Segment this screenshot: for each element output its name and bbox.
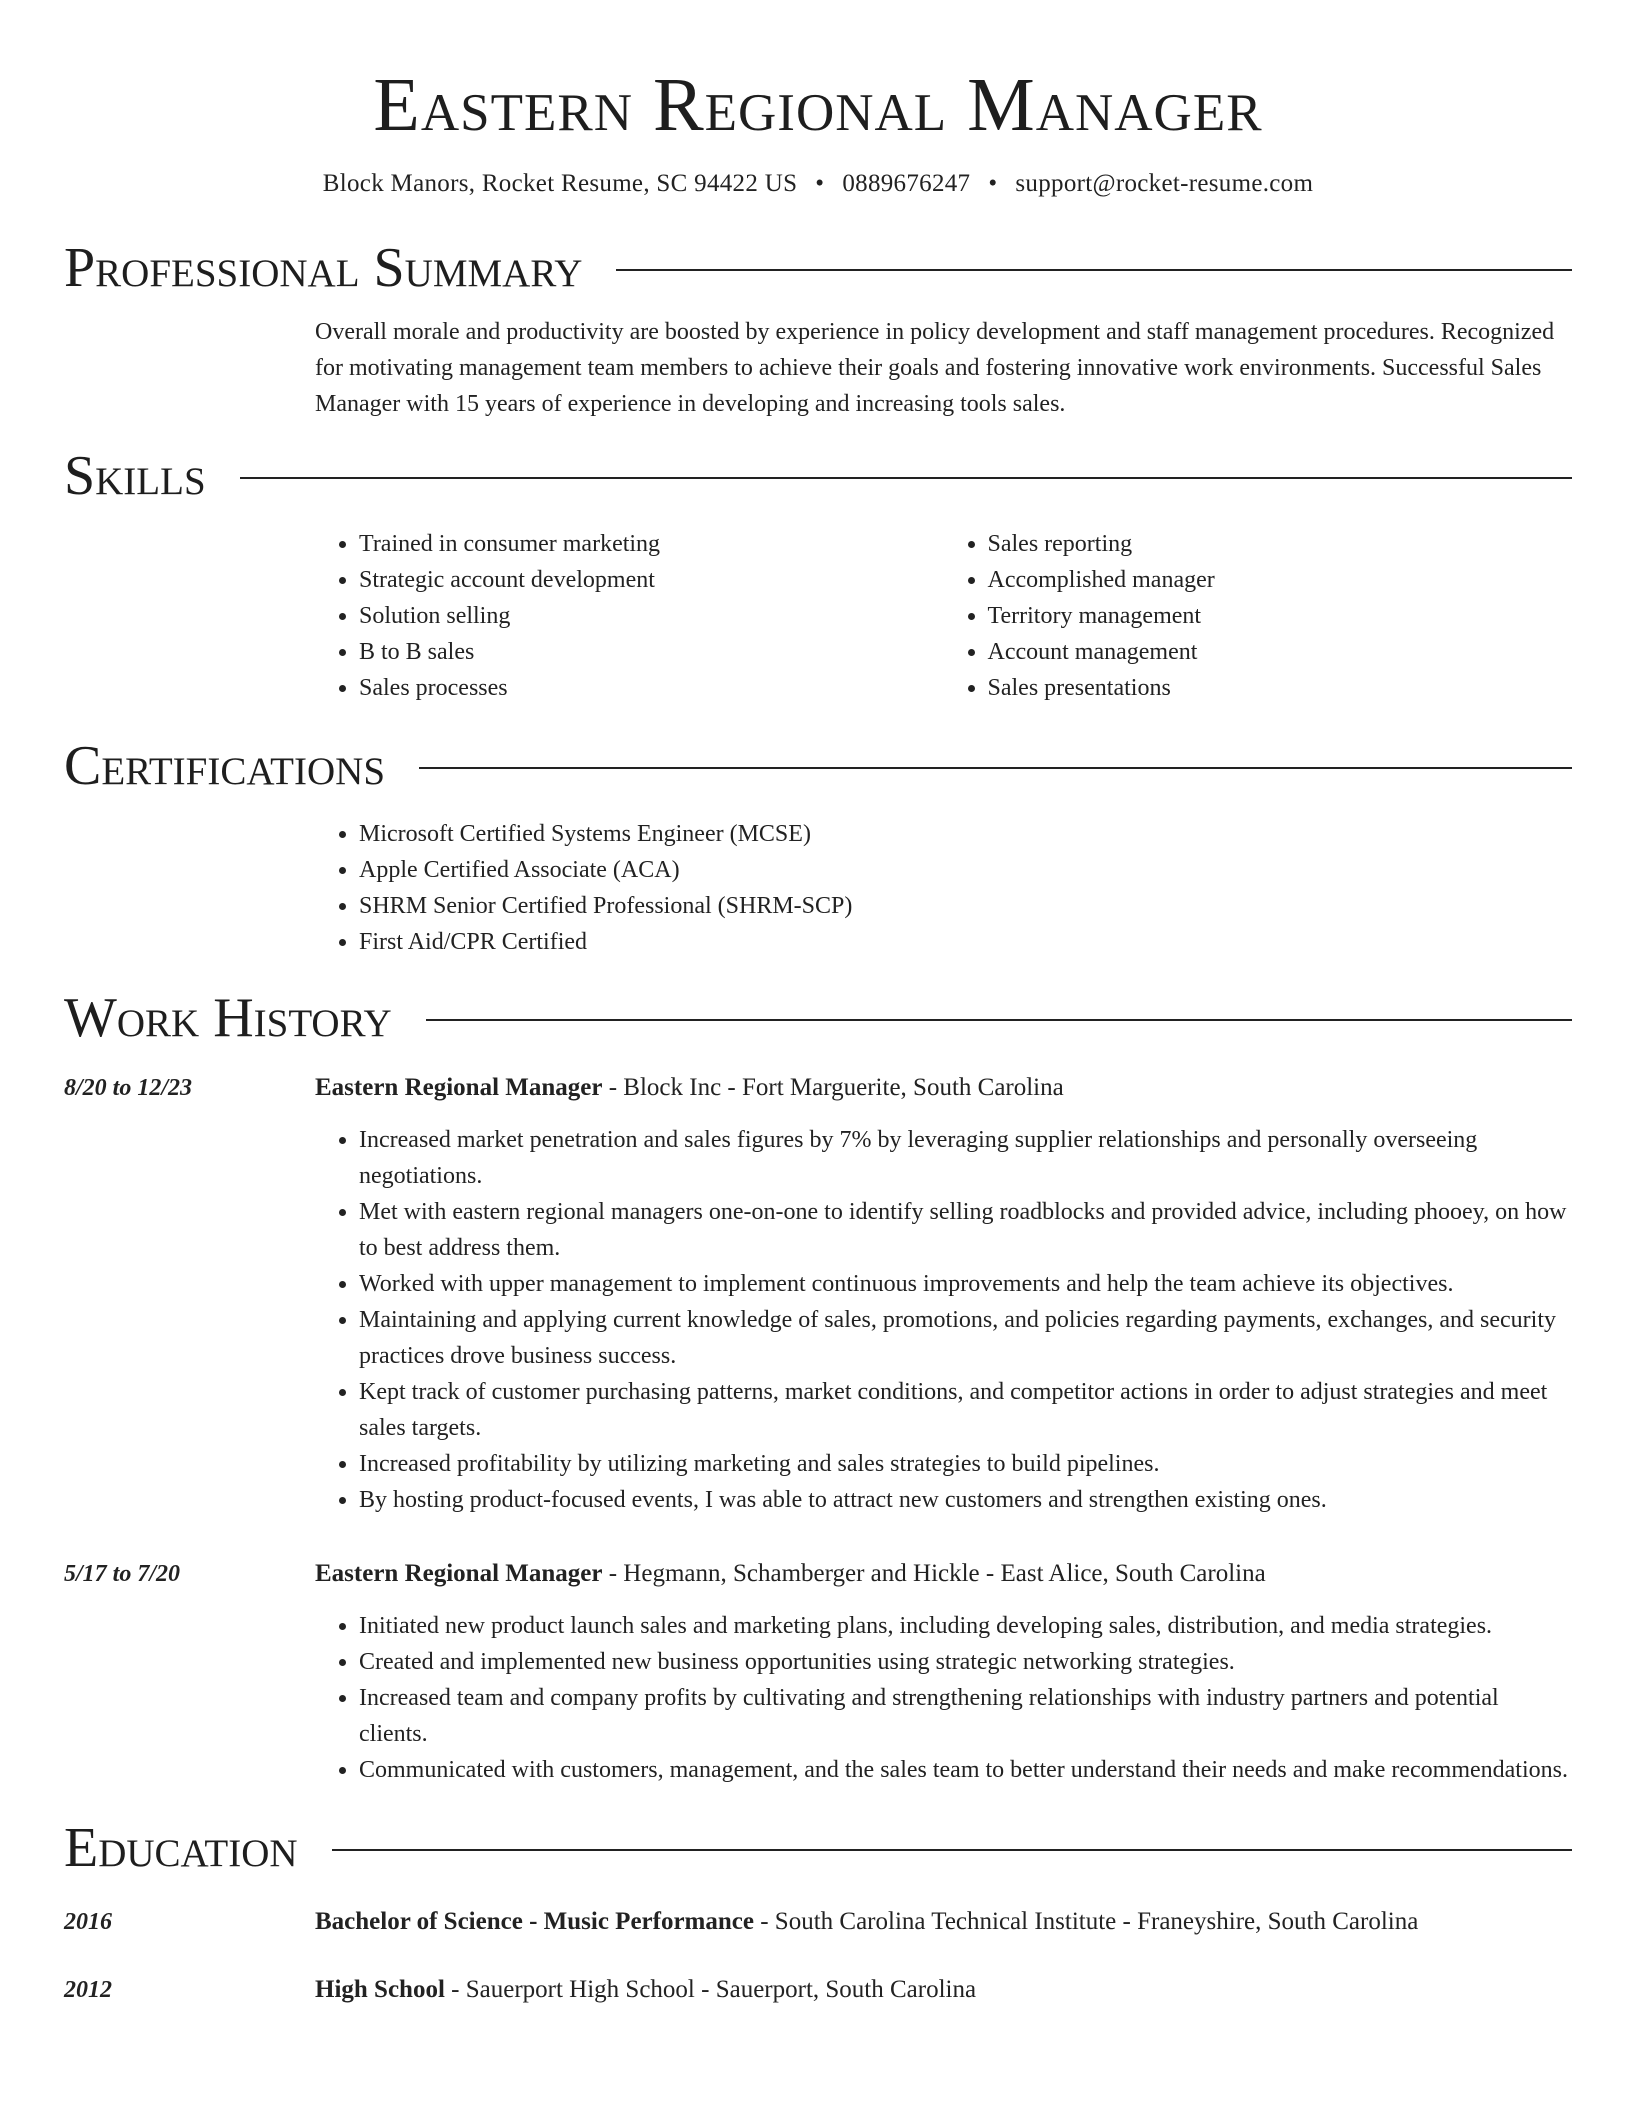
job-details xyxy=(315,1070,1572,1518)
certification-item: • Apple Certified Associate (ACA) xyxy=(359,852,1572,888)
job-company: - Block Inc - Fort Marguerite, South Carolina xyxy=(602,1074,1064,1101)
education-entry xyxy=(64,1972,1572,2008)
candidate-name: Eastern Regional Manager xyxy=(373,63,1263,147)
section-header xyxy=(64,444,1572,508)
section-header xyxy=(64,734,1572,798)
section-title: Professional Summary xyxy=(64,237,583,299)
skills-section xyxy=(64,444,1572,706)
job-title-line xyxy=(315,1070,1572,1106)
job-bullet: • Initiated new product launch sales and marketing plans, including developing sales, distribution, and media strategies. xyxy=(359,1608,1572,1644)
resume-header xyxy=(64,0,1572,198)
certifications-list xyxy=(315,816,1572,960)
job-bullet: • By hosting product-focused events, I was able to attract new customers and strengthen existing ones. xyxy=(359,1482,1572,1518)
job-bullet: • Increased team and company profits by cultivating and strengthening relationships with industry partners and potential clients. xyxy=(359,1680,1572,1752)
job-bullets xyxy=(315,1608,1572,1788)
job-title-line xyxy=(315,1556,1572,1592)
section-header xyxy=(64,986,1572,1050)
summary-section xyxy=(64,236,1572,422)
job-bullets xyxy=(315,1122,1572,1518)
education-year: 2016 xyxy=(64,1909,112,1935)
section-title: Skills xyxy=(64,445,206,507)
certifications-section xyxy=(64,734,1572,960)
education-entry xyxy=(64,1904,1572,1940)
certification-item: • Microsoft Certified Systems Engineer (MCSE) xyxy=(359,816,1572,852)
job-bullet: • Increased profitability by utilizing marketing and sales strategies to build pipelines. xyxy=(359,1446,1572,1482)
skills-list-left xyxy=(315,526,944,706)
skill-item: • Trained in consumer marketing xyxy=(359,526,944,562)
section-title: Certifications xyxy=(64,735,386,797)
section-header xyxy=(64,1816,1572,1880)
skill-item: • B to B sales xyxy=(359,634,944,670)
skill-item: • Sales processes xyxy=(359,670,944,706)
job-bullet: • Increased market penetration and sales figures by 7% by leveraging supplier relationships and personally overseeing negotiations. xyxy=(359,1122,1572,1194)
summary-body xyxy=(315,300,1572,422)
section-title: Education xyxy=(64,1817,298,1879)
job-bullet: • Met with eastern regional managers one-on-one to identify selling roadblocks and provided advice, including phooey, on how to best address them. xyxy=(359,1194,1572,1266)
contact-line xyxy=(64,170,1572,198)
education-details xyxy=(315,1904,1418,1940)
section-divider xyxy=(240,477,1572,479)
job-entry xyxy=(64,1070,1572,1518)
certification-item: • First Aid/CPR Certified xyxy=(359,924,1572,960)
section-divider xyxy=(616,269,1572,271)
job-bullet: • Worked with upper management to implement continuous improvements and help the team achieve its objectives. xyxy=(359,1266,1572,1302)
skill-item: • Account management xyxy=(988,634,1573,670)
work-history-section xyxy=(64,986,1572,1788)
skills-grid xyxy=(315,508,1572,706)
certifications-body xyxy=(315,798,1572,960)
job-bullet: • Created and implemented new business opportunities using strategic networking strategies. xyxy=(359,1644,1572,1680)
education-school: - South Carolina Technical Institute - Franeyshire, South Carolina xyxy=(753,1908,1419,1935)
skill-item: • Accomplished manager xyxy=(988,562,1573,598)
job-bullet: • Kept track of customer purchasing patterns, market conditions, and competitor actions in order to adjust strategies and meet sales targets. xyxy=(359,1374,1572,1446)
skill-item: • Sales reporting xyxy=(988,526,1573,562)
separator-dot: • xyxy=(988,170,998,197)
phone: 0889676247 xyxy=(842,170,971,197)
section-divider xyxy=(419,767,1572,769)
job-company: - Hegmann, Schamberger and Hickle - East Alice, South Carolina xyxy=(602,1560,1266,1587)
skills-list-right xyxy=(944,526,1573,706)
job-title: Eastern Regional Manager xyxy=(315,1560,603,1587)
education-details xyxy=(315,1972,976,2008)
education-section xyxy=(64,1816,1572,2008)
certification-item: • SHRM Senior Certified Professional (SHRM-SCP) xyxy=(359,888,1572,924)
job-dates: 5/17 to 7/20 xyxy=(64,1561,181,1587)
section-divider xyxy=(426,1019,1572,1021)
education-degree: Bachelor of Science - Music Performance xyxy=(315,1908,754,1935)
section-header xyxy=(64,236,1572,300)
education-year: 2012 xyxy=(64,1977,112,2003)
section-divider xyxy=(332,1849,1572,1851)
address: Block Manors, Rocket Resume, SC 94422 US xyxy=(322,170,798,197)
job-details xyxy=(315,1556,1572,1788)
job-title: Eastern Regional Manager xyxy=(315,1074,603,1101)
job-bullet: • Maintaining and applying current knowledge of sales, promotions, and policies regarding payments, exchanges, and security practices drove business success. xyxy=(359,1302,1572,1374)
email: support@rocket-resume.com xyxy=(1015,170,1314,197)
education-school: - Sauerport High School - Sauerport, South Carolina xyxy=(444,1976,977,2003)
section-title: Work History xyxy=(64,987,392,1049)
job-entry xyxy=(64,1556,1572,1788)
job-dates: 8/20 to 12/23 xyxy=(64,1075,193,1101)
job-bullet: • Communicated with customers, management, and the sales team to better understand their needs and make recommendations. xyxy=(359,1752,1572,1788)
skill-item: • Solution selling xyxy=(359,598,944,634)
summary-text: Overall morale and productivity are boosted by experience in policy development and staff management procedures. Recognized for motivating management team members to achieve their goals and fostering innovative work environments. Successful Sales Manager with 15 years of experience in developing and increasing tools sales. xyxy=(315,319,1555,417)
skill-item: • Strategic account development xyxy=(359,562,944,598)
separator-dot: • xyxy=(815,170,825,197)
education-degree: High School xyxy=(315,1976,445,2003)
skill-item: • Sales presentations xyxy=(988,670,1573,706)
skill-item: • Territory management xyxy=(988,598,1573,634)
